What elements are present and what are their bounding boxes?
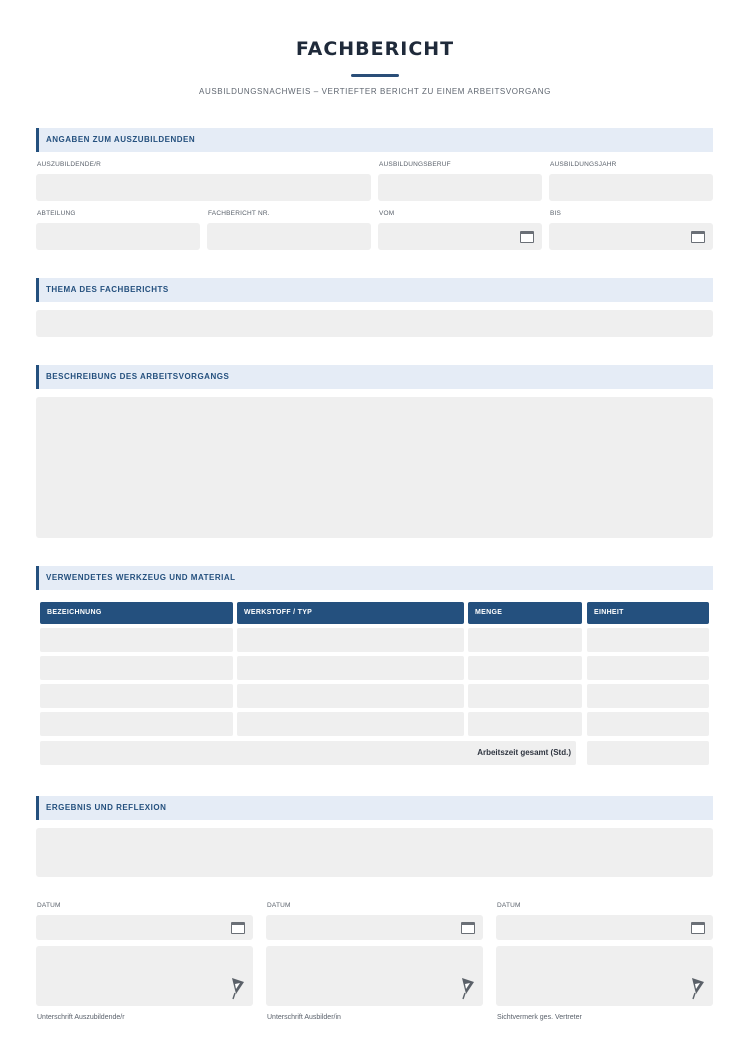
calendar-icon[interactable]: [691, 922, 705, 934]
department-label: ABTEILUNG: [37, 210, 76, 217]
table-cell[interactable]: [237, 712, 464, 736]
title-underline: [351, 74, 399, 77]
from-date-label: VOM: [379, 210, 395, 217]
table-cell[interactable]: [40, 656, 233, 680]
signature-field-instructor[interactable]: [266, 946, 483, 1006]
table-cell[interactable]: [468, 684, 582, 708]
section-header-tools: VERWENDETES WERKZEUG UND MATERIAL: [36, 566, 713, 590]
section-header-result: ERGEBNIS UND REFLEXION: [36, 796, 713, 820]
table-cell[interactable]: [468, 628, 582, 652]
to-date-label: BIS: [550, 210, 562, 217]
signature-caption-representative: Sichtvermerk ges. Vertreter: [497, 1014, 582, 1021]
topic-field[interactable]: [36, 310, 713, 337]
column-header-designation: BEZEICHNUNG: [40, 602, 233, 624]
from-date-field[interactable]: [378, 223, 542, 250]
to-date-field[interactable]: [549, 223, 713, 250]
profession-field[interactable]: [378, 174, 542, 201]
table-cell[interactable]: [587, 628, 709, 652]
pen-nib-icon: [691, 976, 705, 1000]
signature-field-representative[interactable]: [496, 946, 713, 1006]
table-cell[interactable]: [237, 684, 464, 708]
table-cell[interactable]: [237, 656, 464, 680]
column-header-material: WERKSTOFF / TYP: [237, 602, 464, 624]
calendar-icon[interactable]: [520, 231, 534, 243]
year-field[interactable]: [549, 174, 713, 201]
date-field[interactable]: [496, 915, 713, 940]
table-cell[interactable]: [40, 684, 233, 708]
description-textarea[interactable]: [36, 397, 713, 538]
page-title: FACHBERICHT: [295, 38, 455, 60]
date-label: DATUM: [267, 902, 291, 909]
signature-field-trainee[interactable]: [36, 946, 253, 1006]
signature-caption-trainee: Unterschrift Auszubildende/r: [37, 1014, 125, 1021]
total-hours-label: Arbeitszeit gesamt (Std.): [40, 741, 576, 765]
total-hours-field[interactable]: [587, 741, 709, 765]
date-field[interactable]: [36, 915, 253, 940]
table-cell[interactable]: [468, 712, 582, 736]
table-cell[interactable]: [40, 712, 233, 736]
calendar-icon[interactable]: [231, 922, 245, 934]
report-number-label: FACHBERICHT NR.: [208, 210, 270, 217]
section-header-description: BESCHREIBUNG DES ARBEITSVORGANGS: [36, 365, 713, 389]
profession-label: AUSBILDUNGSBERUF: [379, 161, 451, 168]
name-label: AUSZUBILDENDE/R: [37, 161, 102, 168]
column-header-quantity: MENGE: [468, 602, 582, 624]
pen-nib-icon: [231, 976, 245, 1000]
signature-caption-instructor: Unterschrift Ausbilder/in: [267, 1014, 341, 1021]
calendar-icon[interactable]: [691, 231, 705, 243]
report-number-field[interactable]: [207, 223, 371, 250]
department-field[interactable]: [36, 223, 200, 250]
date-label: DATUM: [497, 902, 521, 909]
column-header-unit: EINHEIT: [587, 602, 709, 624]
date-label: DATUM: [37, 902, 61, 909]
section-header-trainee: ANGABEN ZUM AUSZUBILDENDEN: [36, 128, 713, 152]
table-cell[interactable]: [587, 712, 709, 736]
table-cell[interactable]: [587, 684, 709, 708]
calendar-icon[interactable]: [461, 922, 475, 934]
year-label: AUSBILDUNGSJAHR: [550, 161, 617, 168]
name-field[interactable]: [36, 174, 371, 201]
section-header-topic: THEMA DES FACHBERICHTS: [36, 278, 713, 302]
result-textarea[interactable]: [36, 828, 713, 877]
table-cell[interactable]: [468, 656, 582, 680]
page-subtitle: AUSBILDUNGSNACHWEIS – VERTIEFTER BERICHT ZU EINEM ARBEITSVORGANG: [199, 87, 551, 96]
date-field[interactable]: [266, 915, 483, 940]
pen-nib-icon: [461, 976, 475, 1000]
table-cell[interactable]: [40, 628, 233, 652]
table-cell[interactable]: [587, 656, 709, 680]
table-cell[interactable]: [237, 628, 464, 652]
